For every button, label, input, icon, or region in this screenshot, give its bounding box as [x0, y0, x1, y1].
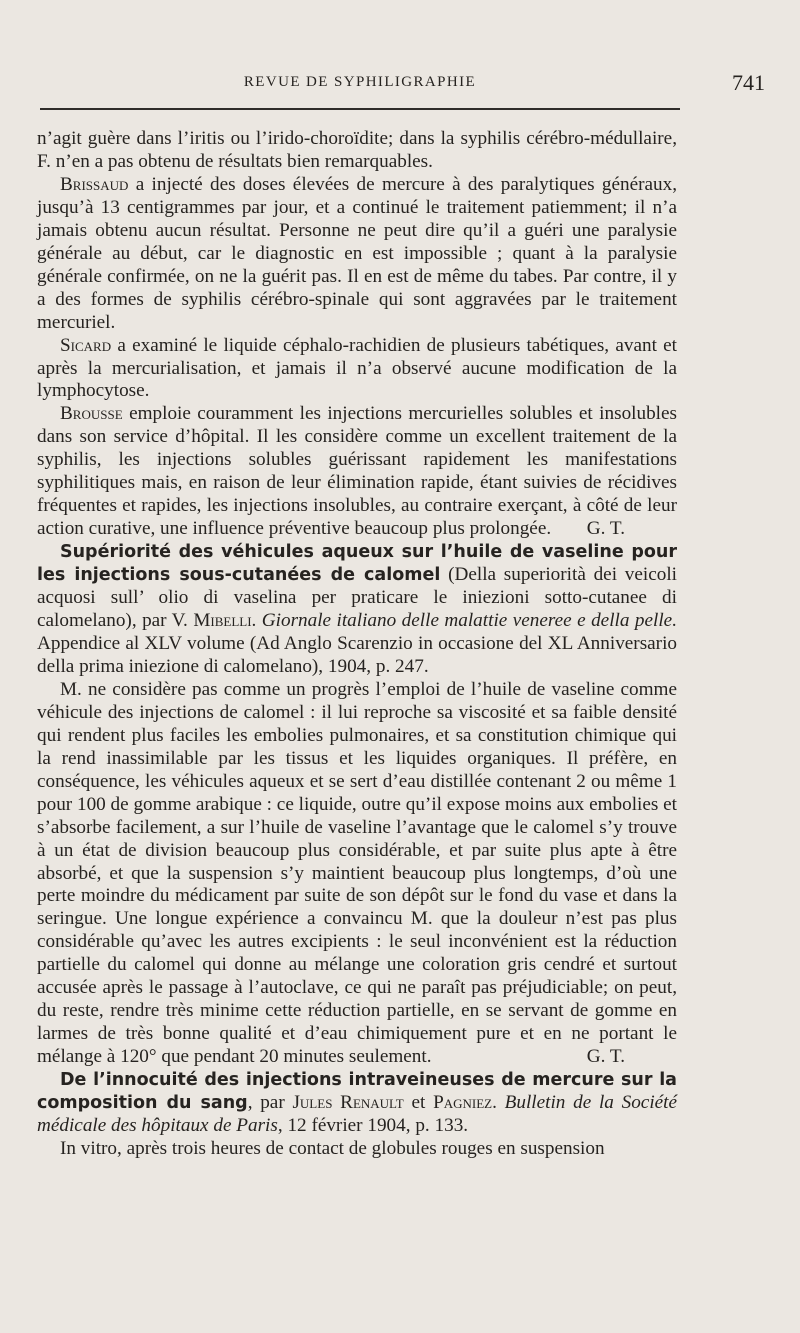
article-subtitle: (Della superiorità dei veicoli acquosi sull’ olio di vaselina per praticare le iniezioni sotto-cutanee di calomelano), par V. [37, 564, 677, 632]
byline-prefix: , par [247, 1092, 293, 1114]
separator: . [492, 1092, 505, 1114]
paragraph-mibelli-summary [37, 679, 677, 1069]
signature: G. T. [586, 518, 625, 540]
author-name: Mibelli [193, 610, 252, 632]
page-number: 741 [732, 70, 765, 95]
paragraph-text: In vitro, après trois heures de contact de globules rouges en suspension [60, 1137, 605, 1159]
article-heading-mibelli [37, 541, 677, 679]
body-text [37, 128, 677, 1161]
author-name: Pagniez [433, 1092, 493, 1114]
page-header [40, 70, 765, 98]
paragraph-brissaud [37, 174, 677, 335]
paragraph-brousse [37, 403, 677, 541]
paragraph-in-vitro [37, 1138, 677, 1161]
author-name: Brissaud [60, 173, 129, 195]
paragraph-text: n’agit guère dans l’iritis ou l’irido-choroïdite; dans la syphilis cérébro-médullaire, F. n’en a pas obtenu de résultats bien remarquables. [37, 128, 677, 172]
paragraph-continuation [37, 128, 677, 174]
article-title: De l’innocuité des injections intraveineuses de mercure sur la composition du sang [37, 1070, 677, 1114]
article-title: Supériorité des véhicules aqueux sur l’huile de vaseline pour les injections sous-cutanées de calomel [37, 542, 677, 586]
author-name: Brousse [60, 403, 123, 425]
paragraph-text: emploie couramment les injections mercurielles solubles et insolubles dans son service d’hôpital. Il les considère comme un excellent traitement de la syphilis, les injections solubles guérissant rapidement les manifestations syphilitiques mais, en raison de leur élimination rapide, étant suivies de récidives fréquentes et rapides, les injections insolubles, au contraire exerçant, à côté de leur action curative, une influence préventive beaucoup plus prolongée. [37, 403, 677, 540]
paragraph-text: a examiné le liquide céphalo-rachidien de plusieurs tabétiques, avant et après la mercurialisation, et jamais il n’a observé aucune modification de la lymphocytose. [37, 334, 677, 402]
paragraph-sicard [37, 335, 677, 404]
running-head: REVUE DE SYPHILIGRAPHIE [243, 74, 477, 90]
journal-title: Giornale italiano delle malattie veneree e della pelle. [261, 610, 677, 632]
paragraph-text: M. ne considère pas comme un progrès l’emploi de l’huile de vaseline comme véhicule des injections de calomel : il lui reproche sa viscosité et sa faible densité qui rendent plus faciles les embolies pulmonaires, et sa constitution chimique qui la rend inassimilable par les tissus et les liquides organiques. Il préfère, en conséquence, les véhicules aqueux et se sert d’eau distillée contenant 2 ou même 1 pour 100 de gomme arabique : ce liquide, outre qu’il expose moins aux embolies et s’absorbe facilement, a sur l’huile de vaseline l’avantage que le calomel s’y trouve à un état de division beaucoup plus considérable, et par suite plus apte à être absorbé, et que la suspension s’y maintient beaucoup plus longtemps, d’où une perte moindre du médicament par suite de son dépôt sur le fond du vase et dans la seringue. Une longue expérience a convaincu M. que la douleur n’est pas plus considérable qu’avec les autres excipients : le seul inconvénient est la réduction partielle du calomel qui donne au mélange une coloration gris cendré et surtout accusée après le passage à l’autoclave, ce qui ne paraît pas préjudiciable; on peut, du reste, rendre très minime cette réduction partielle, en se servant de gomme en larmes de très bonne qualité et d’eau chimiquement pure et en ne portant le mélange à 120° que pendant 20 minutes seulement. [37, 678, 677, 1068]
conjunction: et [403, 1092, 434, 1114]
separator: . [251, 610, 262, 632]
paragraph-text: a injecté des doses élevées de mercure à des paralytiques généraux, jusqu’à 13 centigrammes par jour, et a continué le traitement patiemment; il n’a jamais obtenu aucun résultat. Personne ne peut dire qu’il a guéri une paralysie générale au début, car le diagnostic en est impossible ; quant à la paralysie générale confirmée, on ne la guérit pas. Il en est de même du tabes. Par contre, il y a des formes de syphilis cérébro-spinale qui sont aggravées par le traitement mercuriel. [37, 173, 677, 333]
header-rule [40, 108, 680, 110]
journal-title: Bulletin de la Société médicale des hôpitaux de Paris [37, 1092, 678, 1136]
citation-details: Appendice al XLV volume (Ad Anglo Scarenzio in occasione del XL Anniversario della prima iniezione di calomelano), 1904, p. 247. [37, 632, 677, 677]
citation-details: , 12 février 1904, p. 133. [277, 1114, 469, 1136]
author-name: Jules Renault [292, 1092, 404, 1114]
signature: G. T. [586, 1046, 625, 1068]
article-heading-renault [37, 1069, 677, 1138]
author-name: Sicard [60, 334, 112, 356]
